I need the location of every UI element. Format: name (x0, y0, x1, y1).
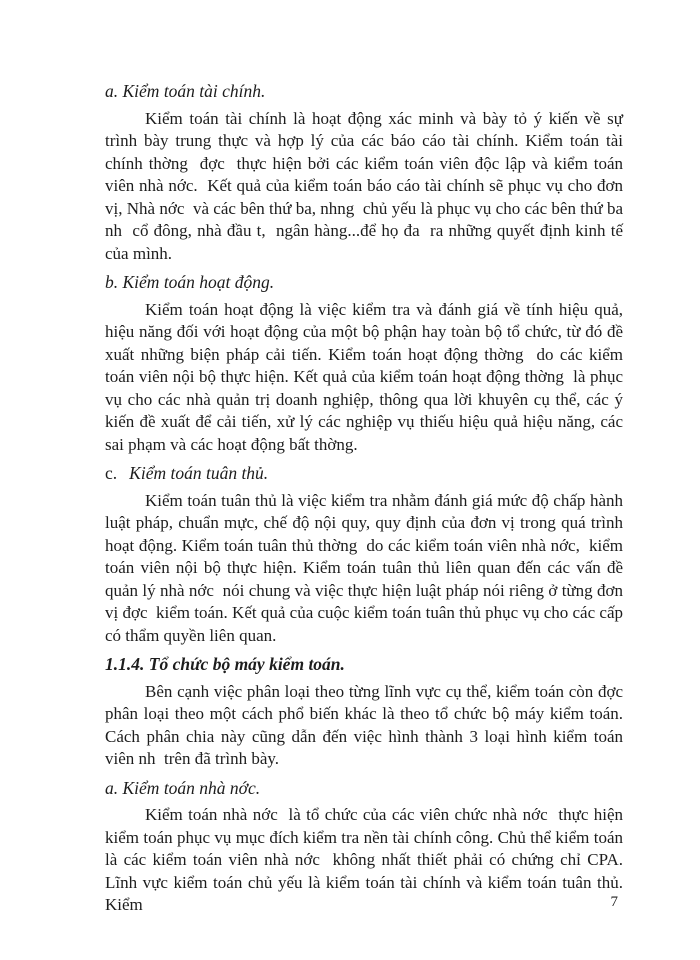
section-heading-operational-audit: b. Kiểm toán hoạt động. (105, 272, 275, 292)
paragraph-financial-audit: Kiểm toán tài chính là hoạt động xác minh và bày tỏ ý kiến về sự trình bày trung thực và hợp lý của các báo cáo tài chính. Kiểm toán tài chính thờng đợc thực hiện bởi các kiểm toán viên độc lập và kiểm toán viên nhà nớc. Kết quả của kiểm toán báo cáo tài chính sẽ phục vụ cho đơn vị, Nhà nớc và các bên thứ ba, nhng chủ yếu là phục vụ cho các bên thứ ba nh cổ đông, nhà đầu t, ngân hàng...để họ đa ra những quyết định kinh tế của mình. (105, 108, 628, 263)
page-content (105, 74, 628, 917)
paragraph-operational-audit: Kiểm toán hoạt động là việc kiểm tra và đánh giá về tính hiệu quả, hiệu năng đối với hoạt động của một bộ phận hay toàn bộ tổ chức, từ đó đề xuất những biện pháp cải tiến. Kiểm toán hoạt động thờng do các kiểm toán viên nội bộ thực hiện. Kết quả của kiểm toán hoạt động thờng là phục vụ cho các nhà quản trị doanh nghiệp, thông qua lời khuyên cụ thể, các ý kiến đề xuất để cải tiến, xử lý các nghiệp vụ thiếu hiệu quả hiệu năng, các sai phạm và các hoạt động bất thờng. (105, 299, 628, 454)
page-number: 7 (610, 894, 618, 910)
heading-label: Kiểm toán tuân thủ. (129, 463, 269, 483)
section-heading-audit-organization: 1.1.4. Tổ chức bộ máy kiểm toán. (105, 654, 345, 674)
paragraph-state-audit: Kiểm toán nhà nớc là tổ chức của các viên chức nhà nớc thực hiện kiểm toán phục vụ mục đích kiểm tra nền tài chính công. Chủ thể kiểm toán là các kiểm toán viên nhà nớc không nhất thiết phải có chứng chỉ CPA. Lĩnh vực kiểm toán chủ yếu là kiểm toán tài chính và kiểm toán tuân thủ. Kiểm (105, 805, 628, 914)
paragraph-audit-organization: Bên cạnh việc phân loại theo từng lĩnh vực cụ thể, kiểm toán còn đợc phân loại theo một cách phổ biến khác là theo tổ chức bộ máy kiểm toán. Cách phân chia này cũng dẫn đến việc hình thành 3 loại hình kiểm toán viên nh trên đã trình bày. (105, 681, 628, 768)
section-heading-compliance-audit (105, 462, 623, 485)
section-heading-financial-audit: a. Kiểm toán tài chính. (105, 81, 266, 101)
heading-prefix: c. (105, 463, 118, 483)
section-heading-state-audit: a. Kiểm toán nhà nớc. (105, 777, 261, 798)
paragraph-compliance-audit: Kiểm toán tuân thủ là việc kiểm tra nhằm đánh giá mức độ chấp hành luật pháp, chuẩn mực, chế độ nội quy, quy định của đơn vị trong quá trình hoạt động. Kiểm toán tuân thủ thờng do các kiểm toán viên nhà nớc, kiểm toán viên nội bộ thực hiện. Kiểm toán tuân thủ liên quan đến các vấn đề quản lý nhà nớc nói chung và việc thực hiện luật pháp nói riêng ở từng đơn vị đợc kiểm toán. Kết quả của cuộc kiểm toán tuân thủ phục vụ cho các cấp có thẩm quyền liên quan. (105, 490, 628, 645)
